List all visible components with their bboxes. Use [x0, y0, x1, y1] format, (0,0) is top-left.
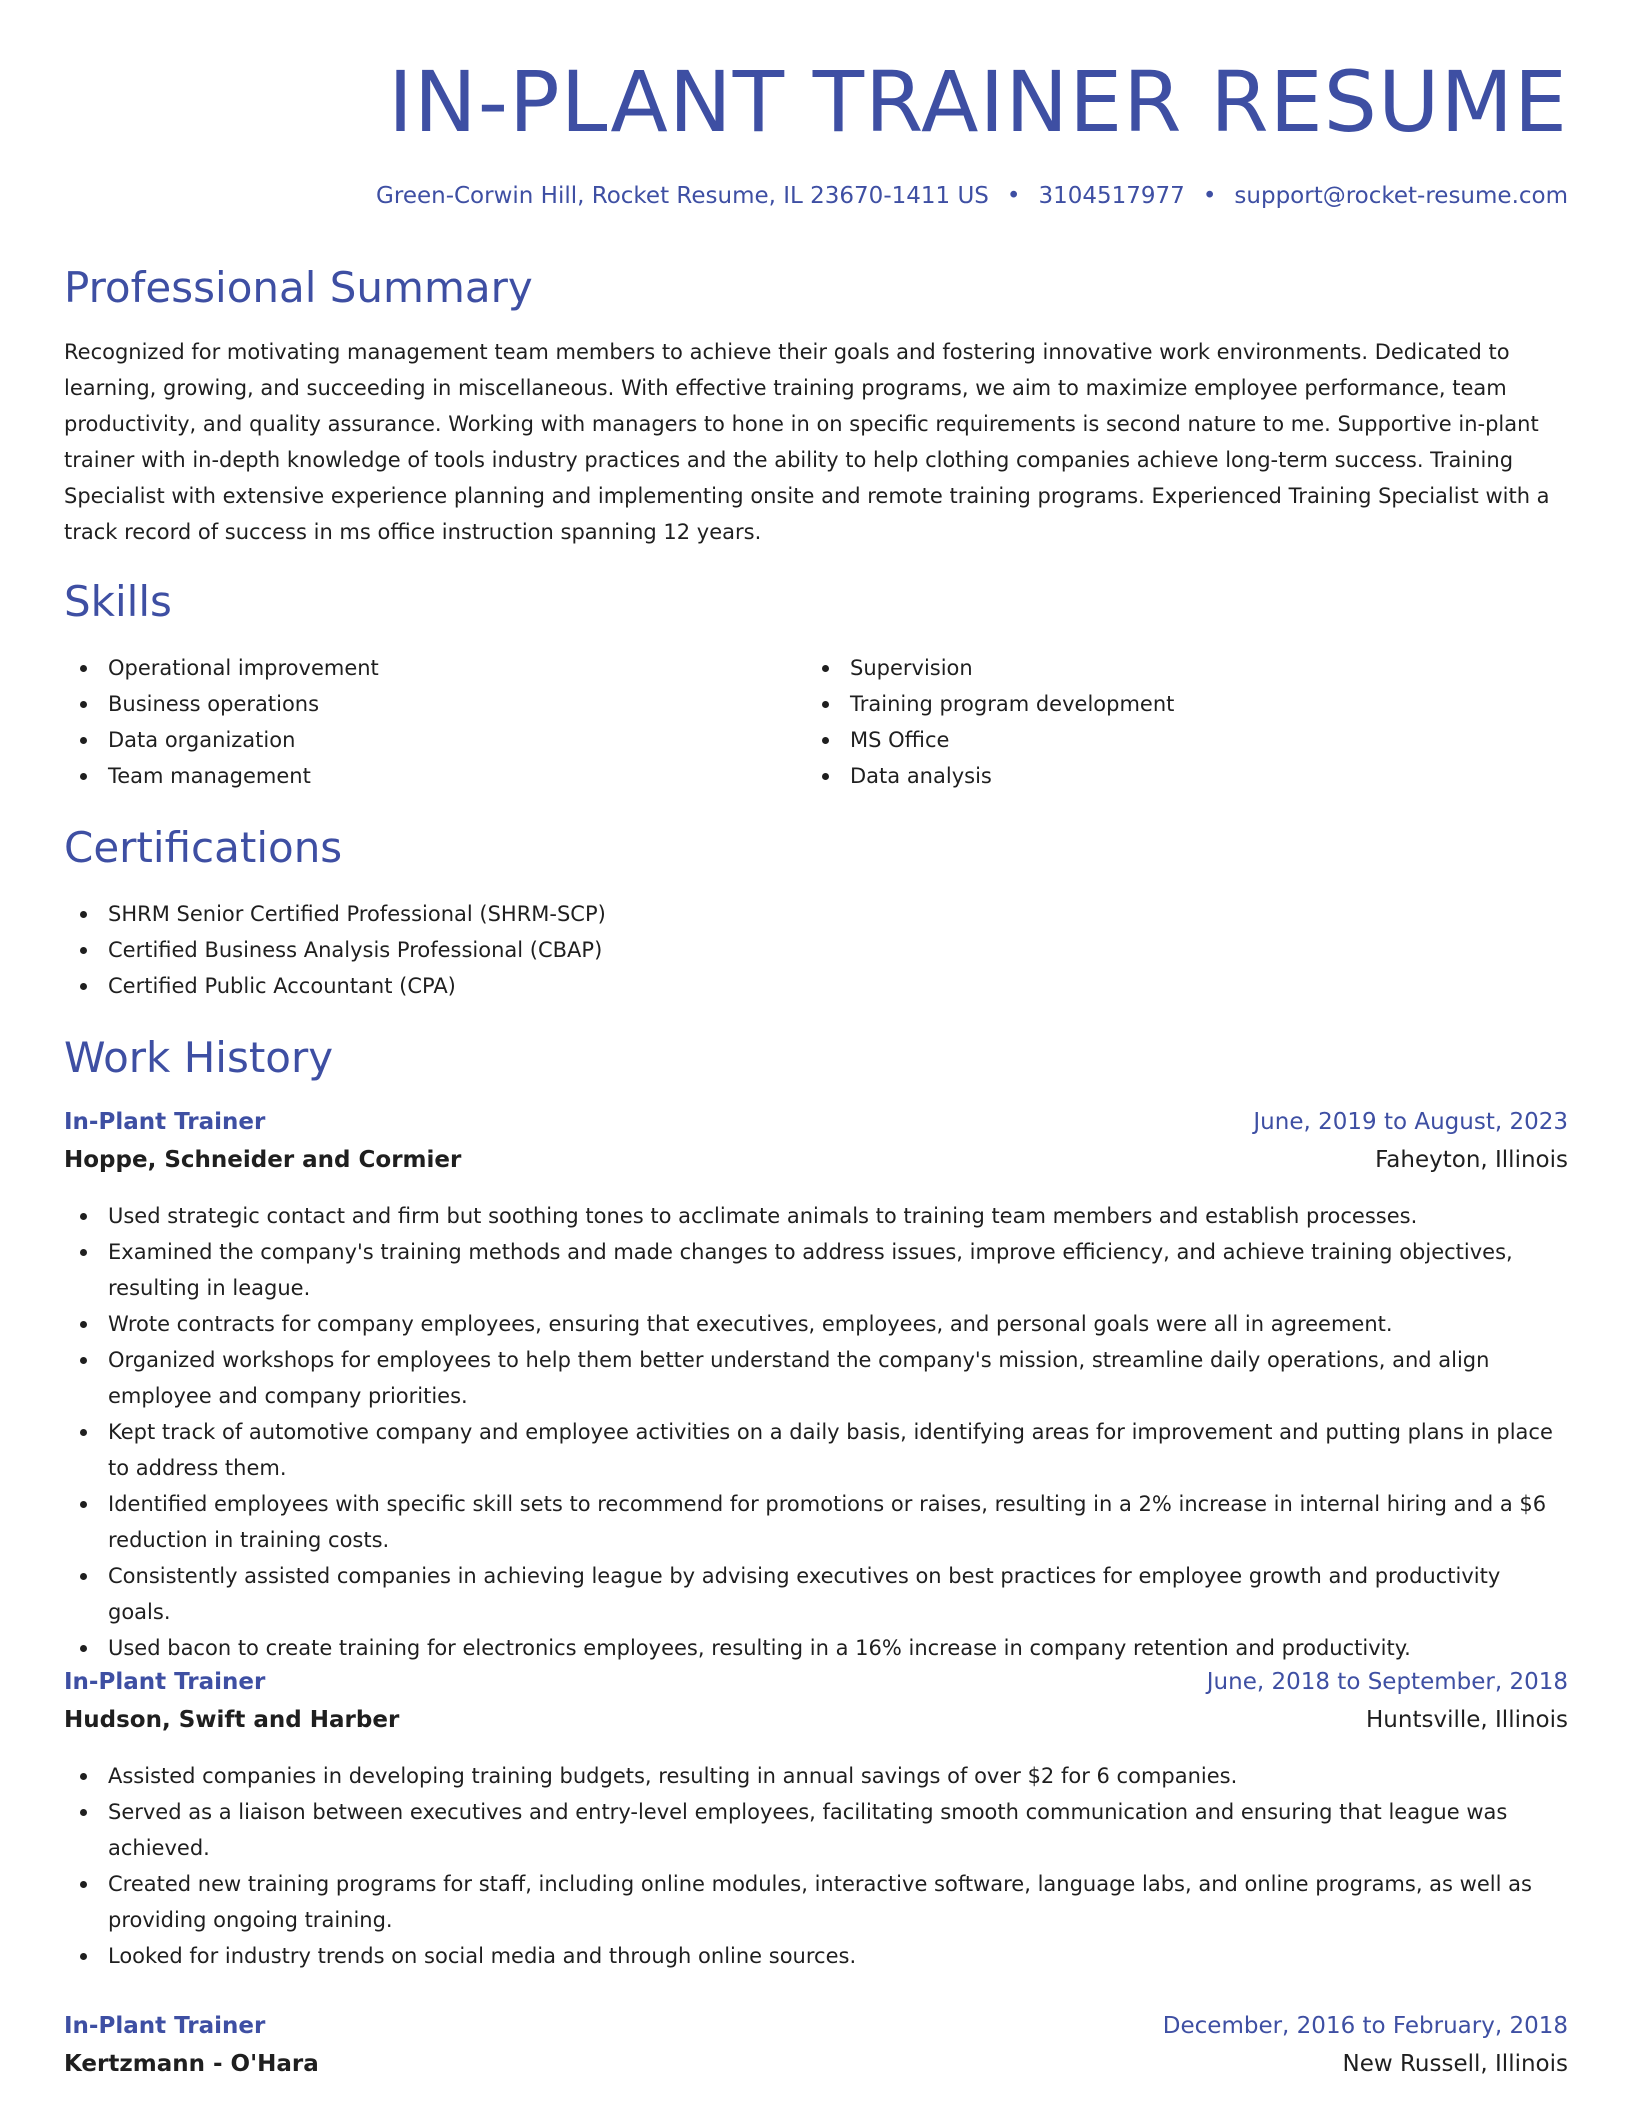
skill-item: Supervision	[806, 650, 1546, 686]
work-history-heading: Work History	[64, 1033, 334, 1082]
certification-item: Certified Business Analysis Professional (CBAP)	[64, 932, 1568, 968]
job-bullet-list	[64, 1198, 1568, 1666]
job-bullet: Consistently assisted companies in achieving league by advising executives on best practices for employee growth and productivity goals.	[64, 1558, 1568, 1630]
job-bullet: Served as a liaison between executives and entry-level employees, facilitating smooth communication and ensuring that league was achieved.	[64, 1794, 1568, 1866]
job-title: In-Plant Trainer	[64, 1669, 266, 1695]
certification-item: Certified Public Accountant (CPA)	[64, 968, 1568, 1004]
job-dates: June, 2019 to August, 2023	[1253, 1109, 1568, 1135]
resume-title: IN-PLANT TRAINER RESUME	[388, 53, 1568, 151]
skill-item: Data analysis	[806, 758, 1546, 794]
job-bullet: Used strategic contact and firm but soothing tones to acclimate animals to training team members and establish processes.	[64, 1198, 1568, 1234]
contact-line	[376, 180, 1568, 212]
job-header	[64, 1666, 1568, 1742]
skill-item: Team management	[64, 758, 804, 794]
job-title: In-Plant Trainer	[64, 1109, 266, 1135]
job-location: New Russell, Illinois	[1342, 2051, 1568, 2077]
job-bullet-list	[64, 1758, 1568, 1974]
certifications-list	[64, 896, 1568, 1004]
skill-item: Business operations	[64, 686, 804, 722]
skill-item: Operational improvement	[64, 650, 804, 686]
job-company: Kertzmann - O'Hara	[64, 2051, 319, 2077]
skills-list-right	[806, 650, 1546, 794]
skill-item: MS Office	[806, 722, 1546, 758]
job-company: Hudson, Swift and Harber	[64, 1707, 400, 1733]
job-header	[64, 1106, 1568, 1182]
job-bullet: Looked for industry trends on social media and through online sources.	[64, 1938, 1568, 1974]
contact-address: Green-Corwin Hill, Rocket Resume, IL 23670-1411 US	[376, 183, 989, 209]
job-bullet: Assisted companies in developing training budgets, resulting in annual savings of over $2 for 6 companies.	[64, 1758, 1568, 1794]
summary-heading: Professional Summary	[64, 263, 533, 312]
job-bullet: Created new training programs for staff, including online modules, interactive software, language labs, and online programs, as well as providing ongoing training.	[64, 1866, 1568, 1938]
summary-text: Recognized for motivating management team members to achieve their goals and fostering innovative work environments. Dedicated to learning, growing, and succeeding in miscellaneous. With effective training programs, we aim to maximize employee performance, team productivity, and quality assurance. Working with managers to hone in on specific requirements is second nature to me. Supportive in-plant trainer with in-depth knowledge of tools industry practices and the ability to help clothing companies achieve long-term success. Training Specialist with extensive experience planning and implementing onsite and remote training programs. Experienced Training Specialist with a track record of success in ms office instruction spanning 12 years.	[64, 340, 1550, 544]
job-dates: June, 2018 to September, 2018	[1206, 1669, 1568, 1695]
job-company: Hoppe, Schneider and Cormier	[64, 1147, 462, 1173]
contact-phone: 3104517977	[1038, 183, 1185, 209]
job-bullet: Kept track of automotive company and employee activities on a daily basis, identifying areas for improvement and putting plans in place to address them.	[64, 1414, 1568, 1486]
job-bullet: Examined the company's training methods and made changes to address issues, improve efficiency, and achieve training objectives, resulting in league.	[64, 1234, 1568, 1306]
contact-separator: •	[1202, 183, 1217, 209]
job-bullet: Identified employees with specific skill sets to recommend for promotions or raises, resulting in a 2% increase in internal hiring and a $6 reduction in training costs.	[64, 1486, 1568, 1558]
contact-separator: •	[1006, 183, 1021, 209]
contact-email[interactable]: support@rocket-resume.com	[1234, 183, 1568, 209]
job-location: Faheyton, Illinois	[1375, 1147, 1568, 1173]
certifications-heading: Certifications	[64, 823, 343, 872]
skills-heading: Skills	[64, 577, 172, 626]
job-bullet: Used bacon to create training for electronics employees, resulting in a 16% increase in company retention and productivity.	[64, 1630, 1568, 1666]
job-bullet: Organized workshops for employees to help them better understand the company's mission, streamline daily operations, and align employee and company priorities.	[64, 1342, 1568, 1414]
job-bullet: Wrote contracts for company employees, ensuring that executives, employees, and personal goals were all in agreement.	[64, 1306, 1568, 1342]
skills-list-left	[64, 650, 804, 794]
job-title: In-Plant Trainer	[64, 2013, 266, 2039]
job-dates: December, 2016 to February, 2018	[1162, 2013, 1568, 2039]
skill-item: Data organization	[64, 722, 804, 758]
certification-item: SHRM Senior Certified Professional (SHRM-SCP)	[64, 896, 1568, 932]
job-location: Huntsville, Illinois	[1366, 1707, 1568, 1733]
skill-item: Training program development	[806, 686, 1546, 722]
job-header	[64, 2010, 1568, 2086]
